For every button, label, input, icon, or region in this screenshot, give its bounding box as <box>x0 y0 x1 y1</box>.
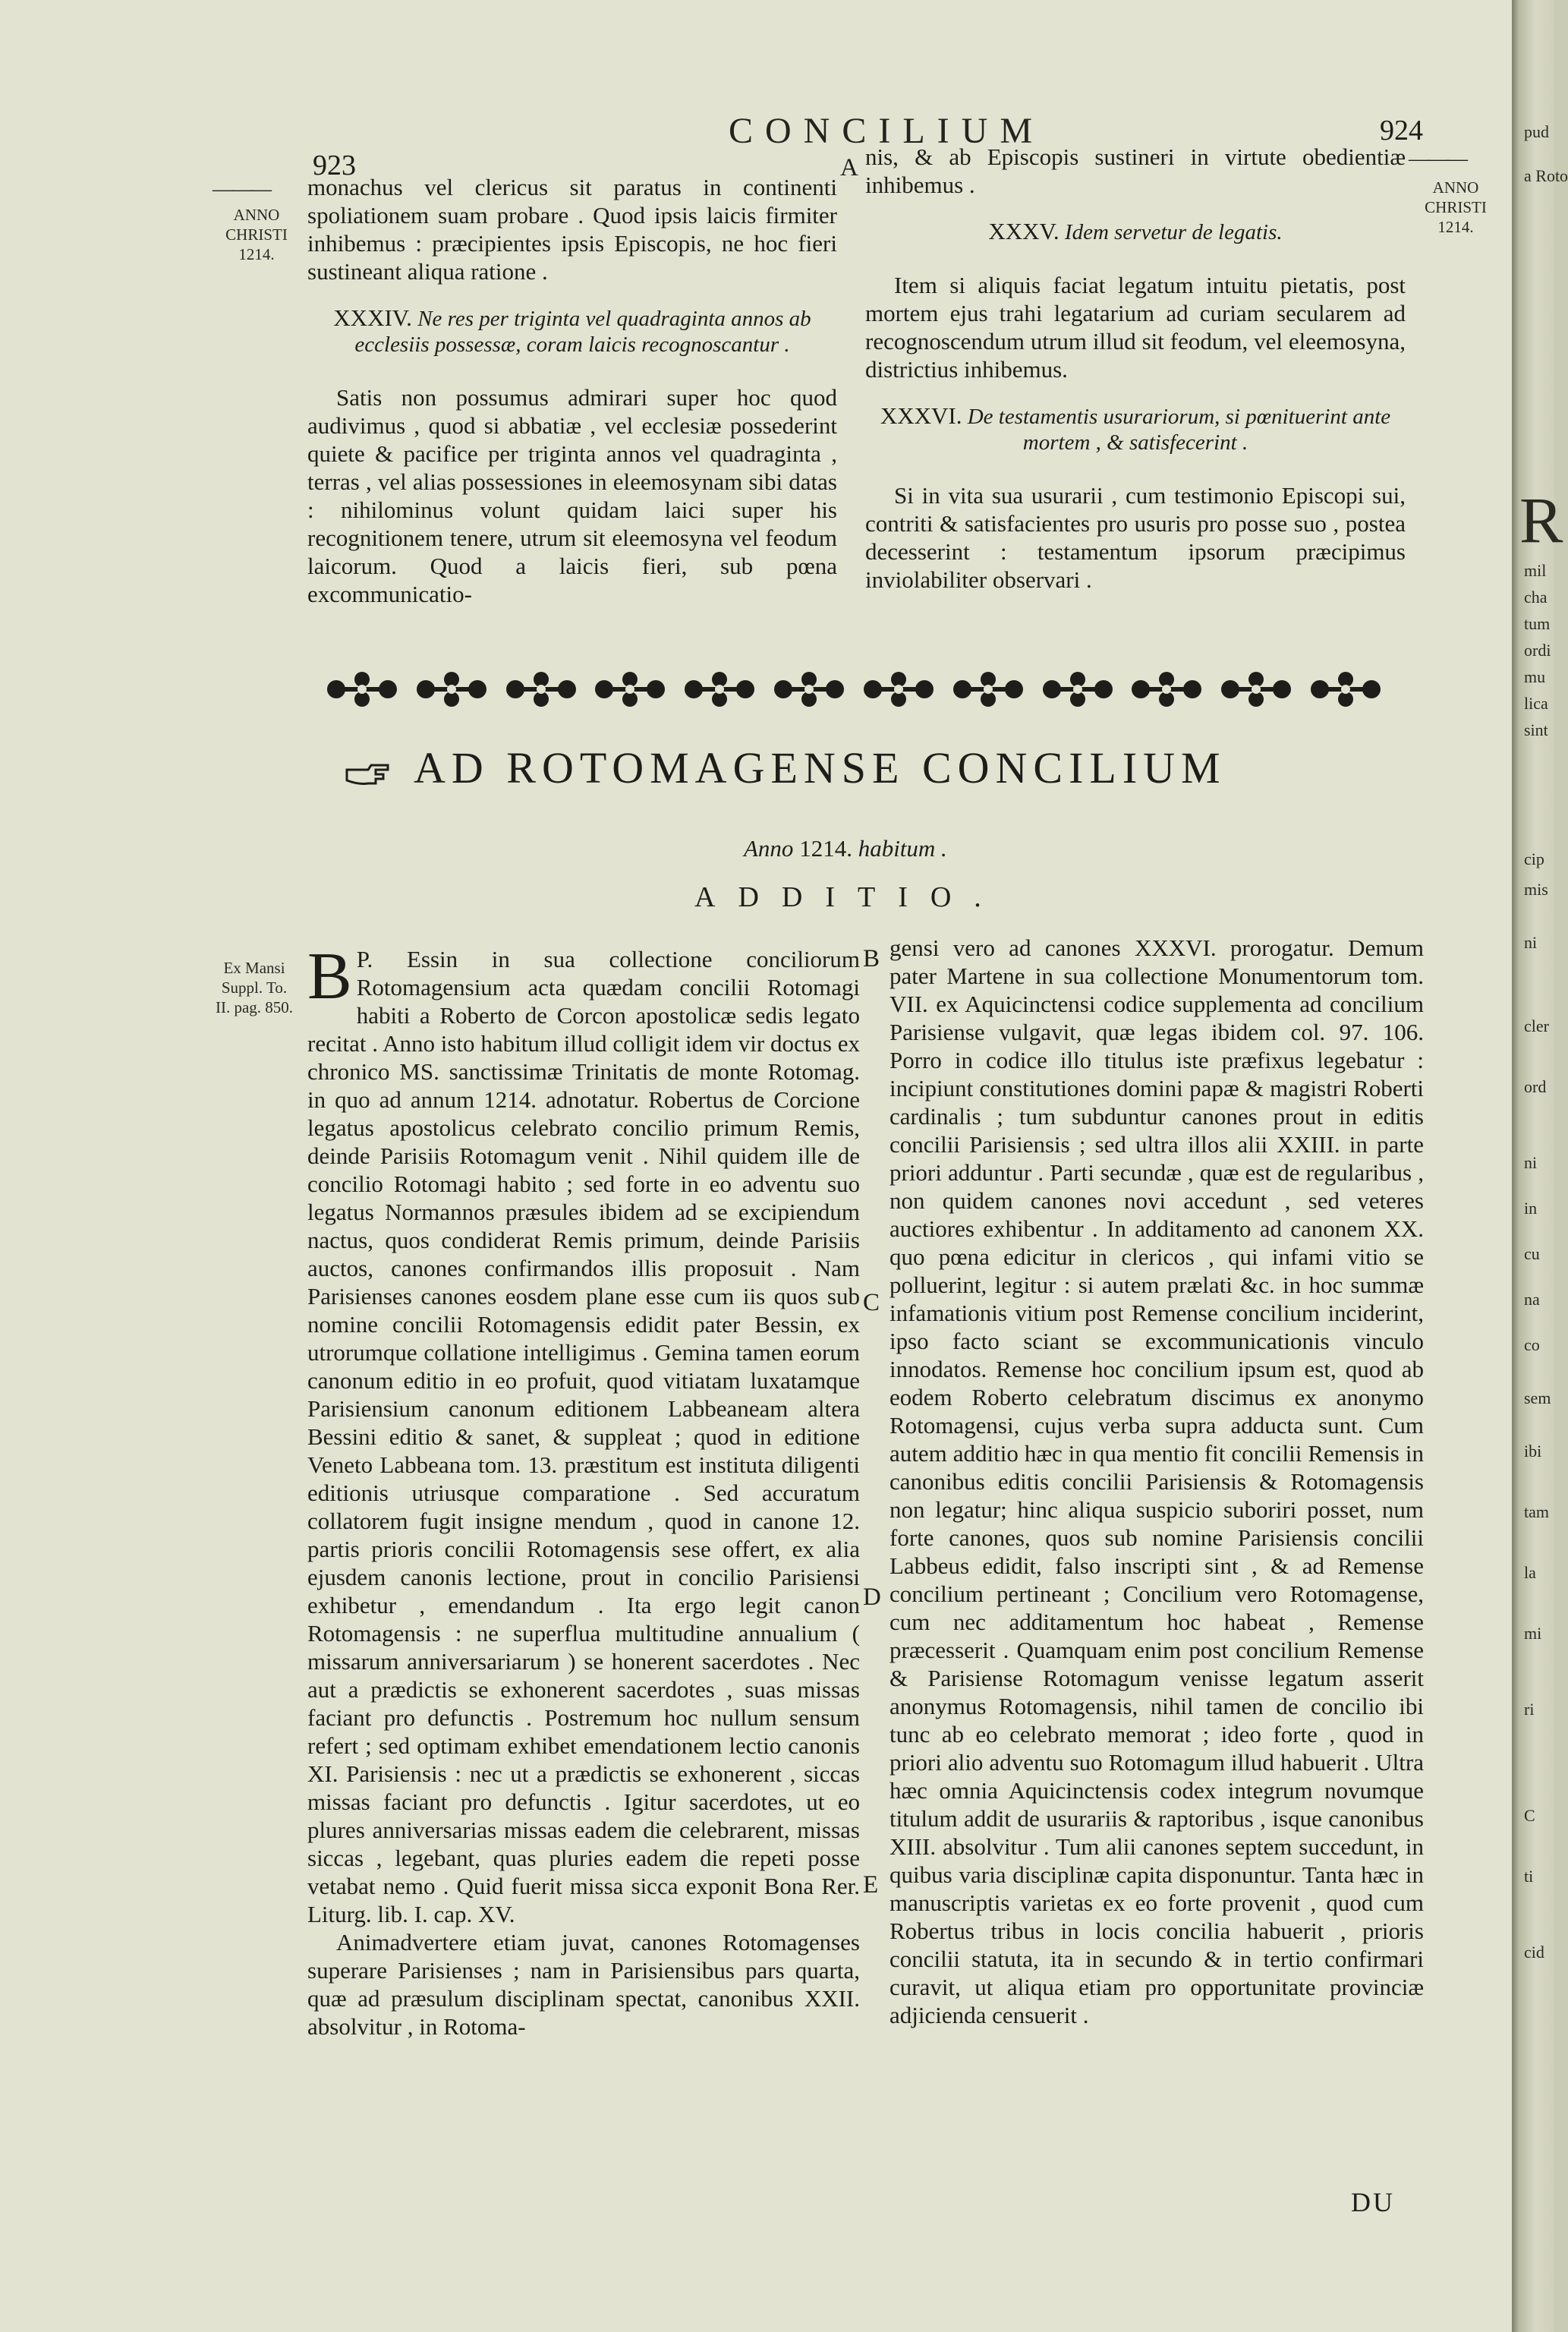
source-note-line: Ex Mansi <box>223 959 285 977</box>
ornament-icon <box>323 663 401 716</box>
margin-dash-left: ——— <box>213 178 269 201</box>
edge-fragment: tum <box>1524 614 1551 633</box>
edge-fragment: mil <box>1524 561 1547 580</box>
margin-year-right-line: CHRISTI <box>1425 198 1487 216</box>
edge-fragment: co <box>1524 1335 1540 1354</box>
ornament-icon <box>1038 663 1117 716</box>
ornament-icon <box>1127 663 1206 716</box>
top-right-column <box>865 143 1406 594</box>
margin-year-left-line: CHRISTI <box>225 225 288 244</box>
ornament-icon <box>949 663 1028 716</box>
next-page-edge <box>1512 0 1568 2332</box>
ornament-icon <box>1217 663 1296 716</box>
edge-fragment: in <box>1524 1199 1538 1218</box>
drop-cap: B <box>307 940 352 1013</box>
margin-year-left-line: ANNO <box>233 206 280 224</box>
section-title: AD ROTOMAGENSE CONCILIUM <box>414 743 1226 793</box>
edge-fragment: cid <box>1524 1943 1544 1962</box>
edge-fragment: mis <box>1524 880 1548 899</box>
edge-fragment: C <box>1524 1806 1535 1825</box>
edge-fragment: sint <box>1524 720 1548 739</box>
edge-fragment: na <box>1524 1290 1540 1309</box>
source-note-line: Suppl. To. <box>221 978 288 997</box>
edge-fragment: ibi <box>1524 1442 1542 1461</box>
edge-fragment: sem <box>1524 1388 1551 1407</box>
ornament-icon <box>502 663 581 716</box>
edge-fragment: mi <box>1524 1624 1542 1643</box>
margin-letter-b: B <box>863 945 880 972</box>
pointing-hand-icon <box>345 759 389 789</box>
edge-fragment: tam <box>1524 1502 1549 1521</box>
top-left-column <box>307 173 837 608</box>
body-right-column <box>889 934 1424 2029</box>
page-number-right: 924 <box>1380 115 1423 147</box>
ornament-icon <box>770 663 849 716</box>
top-right-paragraph-2: Item si aliquis faciat legatum intuitu pietatis, post mortem ejus trahi legatarium ad curiam secularem ad recognoscendum utrum illud sit feodum, vel eleemosyna, districtius inhibemus. <box>865 272 1406 383</box>
top-left-paragraph-2: Satis non possumus admirari super hoc quod audivimus , quod si abbatiæ , vel ecclesiæ possederint quiete & pacifice per triginta annos vel quadraginta , terras , vel alias possessiones in eleemosynam sibi datas : nihilominus volunt quidam laici super his recognitionem tenere, utrum sit eleemosyna vel feodum laicorum. Quod a laicis fieri, sub pœna excommunicatio- <box>307 384 837 607</box>
canon-heading-35: XXXV. Idem servetur de legatis. <box>988 218 1283 244</box>
edge-fragment: cha <box>1524 588 1548 607</box>
ornament-icon <box>859 663 938 716</box>
edge-fragment: ordi <box>1524 641 1551 660</box>
edge-fragment: ord <box>1524 1077 1547 1096</box>
edge-fragment: cip <box>1524 849 1544 868</box>
source-note <box>205 958 304 1017</box>
edge-fragment: a Roto <box>1524 166 1568 185</box>
edge-fragment: cu <box>1524 1244 1540 1263</box>
section-subtitle: Anno 1214. habitum . <box>744 835 947 862</box>
additio-heading: ADDITIO. <box>694 881 1004 913</box>
edge-fragment: ni <box>1524 1153 1538 1172</box>
catchword: DU <box>1351 2187 1395 2217</box>
margin-letter-c: C <box>863 1289 880 1316</box>
source-note-line: II. pag. 850. <box>215 998 294 1016</box>
body-left-paragraph-1: P. B Essin in sua collectione conciliorum Rotomagensium acta quædam concilii Rotomagi habiti a Roberto de Corcon apostolicæ sedis legato recitat . Anno isto habitum illud colligit idem vir doctus ex chronico MS. sanctissimæ Trinitatis de monte Rotomag. in quo ad annum 1214. adnotatur. Robertus de Corcione legatus apostolicus celebrato concilio primum Remis, deinde Parisiis Rotomagum venit . Nihil quidem ille de concilio Rotomagi habito ; sed forte in eo adventu suo legatus Normannos præsules ibidem ad se excipiendum nactus, quos condiderat Remis primum, deinde Parisiis auctos, canones confirmandos illis proposuit . Nam Parisienses canones eosdem plane esse cum iis quos sub nomine concilii Rotomagensis edidit pater Bessin, ex utrorumque collatione intelligimus . Gemina tamen eorum canonum editio in eo profuit, quod vitiatam luxatamque Parisiensium canonum editionem Labbeaneam altera Bessini editio & sanet, & suppleat ; quod in editione Veneto Labbeana tom. 13. præstitum est instituta diligenti editionis utriusque comparatione . Sed accuratum collatorem fugit insigne mendum , quod in canone 12. partis prioris concilii Rotomagensis sese offert, ex alia ejusdem canonis lectione, prout in concilio Parisiensi exhibetur , emendandum . Ita ergo legit canon Rotomagensis : ne superflua multitudine annualium ( missarum anniversariarum ) se honerent sacerdotes . Nec aut a prædictis se exhonerent sacerdotes , suas missas faciant pro defunctis . Postremum hoc nullum sensum refert ; sed optimam exhibet emendationem lectio canonis XI. Parisiensis : nec ut a prædictis se exhonerent , siccas missas faciant pro defunctis . Igitur sacerdotes, ut eo plures anniversarias missas eadem die celebrarent, missas siccas , legebant, quas pluries eadem die repeti posse vetabat nemo . Quid fuerit missa sicca exponit Bona Rer. Liturg. lib. I. cap. XV. <box>307 940 860 1927</box>
margin-year-left <box>211 205 302 264</box>
margin-year-left-line: 1214. <box>238 245 275 263</box>
margin-letter-e: E <box>863 1871 879 1899</box>
margin-year-right <box>1410 178 1501 237</box>
top-left-paragraph-1: monachus vel clericus sit paratus in continenti spoliationem suam probare . Quod ipsis laicis firmiter inhibemus : præcipientes ipsis Episcopis, ne hoc fieri sustineant aliqua ratione . <box>307 174 837 285</box>
edge-fragment: ri <box>1524 1700 1535 1719</box>
ornament-icon <box>412 663 491 716</box>
margin-letter-d: D <box>863 1584 881 1611</box>
ornament-icon <box>680 663 759 716</box>
top-right-paragraph-1: nis, & ab Episcopis sustineri in virtute obedientiæ inhibemus . <box>865 143 1406 198</box>
ornament-icon <box>590 663 669 716</box>
margin-year-right-line: 1214. <box>1437 218 1474 236</box>
edge-fragment: R <box>1519 484 1563 556</box>
edge-fragment: ni <box>1524 933 1538 952</box>
edge-fragment: cler <box>1524 1016 1549 1035</box>
body-right-paragraph-1: gensi vero ad canones XXXVI. prorogatur. Demum pater Martene in sua collectione Monumentorum tom. VII. ex Aquicinctensi codice supplementa ad concilium Parisiense vulgavit, quæ legas ibidem col. 97. 106. Porro in codice illo titulus iste præfixus legebatur : incipiunt constitutiones domini papæ & magistri Roberti cardinalis ; tum subduntur canones prout in editis concilii Parisiensis ; sed ultra illos alii XXIII. in parte priori adduntur . Parti secundæ , quæ est de regularibus , non quidem canones novi accedunt , sed veteres auctiores exhibentur . In additamento ad canonem XX. quo pœna edicitur in clericos , qui infami vitio se polluerint, legitur : si autem prælati &c. in hoc summæ infamationis vitium post Remense concilium inciderint, ipso facto sciant se excommunicationis vinculo innodatos. Remense hoc concilium ipsum est, quod ab eodem Roberto celebratum discimus ex anonymo Rotomagensi, cujus verba supra adducta sunt. Cum autem additio hæc in qua mentio fit concilii Remensis in canonibus editis concilii Parisiensis & Rotomagensis non legatur; hinc aliqua suspicio suboriri posset, num forte canones, quos sub nomine Parisiensis concilii Labbeus edidit, falso inscripti sint , & ad Remense concilium pertineant ; Concilium vero Rotomagense, cum nec additamentum hoc habeat , Remense præcesserit . Quamquam enim post concilium Remense & Parisiense Rotomagum venisse legatum asserit anonymus Rotomagensis, nihil tamen de concilio ibi tunc ab eo celebrato memorat ; ideo forte , quod in priori alio adventu suo Rotomagum illud habuerit . Ultra hæc omnia Aquicinctensis codex integrum novumque titulum addit de usurariis & raptoribus , isque canonibus XIII. absolvitur . Tum alii canones septem succedunt, in quibus varia disciplinæ capita disponuntur. Tanta hæc in manuscriptis varietas ex eo forte provenit , quod cum Robertus tribus in locis concilia habuerit , prioris concilii statuta, ita in secundo & in tertio confirmari curavit, ut aliqua etiam pro opportunitate provinciæ adjicienda censuerit . <box>889 934 1424 2028</box>
edge-fragment: ti <box>1524 1867 1534 1886</box>
canon-heading-34: XXXIV. Ne res per triginta vel quadraginta annos ab ecclesiis possessæ, coram laicis recognoscantur . <box>333 304 811 357</box>
top-right-paragraph-3: Si in vita sua usurarii , cum testimonio Episcopi sui, contriti & satisfacientes pro usuris pro posse suo , postea decesserint : testamentum ipsorum præcipimus inviolabiliter observari . <box>865 482 1406 593</box>
running-title: CONCILIUM <box>729 111 1044 151</box>
edge-fragment: mu <box>1524 667 1546 686</box>
ornament-divider <box>323 659 1385 720</box>
margin-year-right-line: ANNO <box>1432 178 1479 197</box>
page-number-left: 923 <box>313 150 356 181</box>
canon-heading-36: XXXVI. De testamentis usurariorum, si pœnituerint ante mortem , & satisfecerint . <box>880 402 1391 455</box>
edge-fragment: la <box>1524 1563 1536 1582</box>
body-left-paragraph-2: Animadvertere etiam juvat, canones Rotomagenses superare Parisienses ; nam in Parisiensibus pars quarta, quæ ad præsulum disciplinam spectat, canonibus XXII. absolvitur , in Rotoma- <box>307 1929 860 2040</box>
edge-fragment: lica <box>1524 694 1548 713</box>
edge-fragment: pud <box>1524 122 1549 141</box>
margin-dash-right: ——— <box>1409 147 1466 171</box>
ornament-icon <box>1306 663 1385 716</box>
margin-letter-a: A <box>840 154 858 181</box>
body-left-column <box>307 940 860 2040</box>
